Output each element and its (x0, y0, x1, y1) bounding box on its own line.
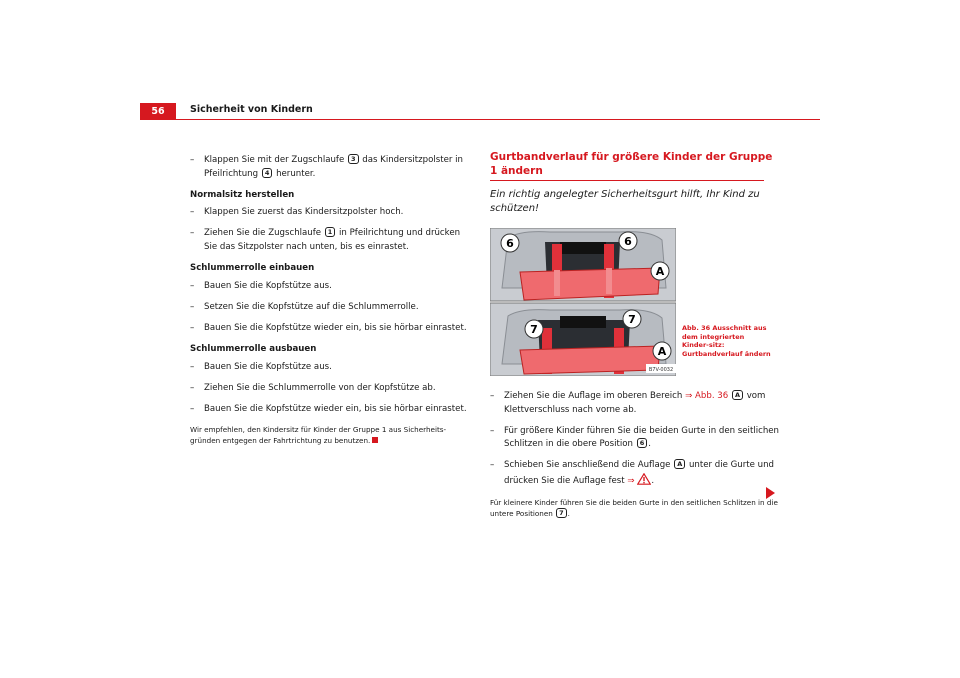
ref-badge: 3 (348, 154, 359, 164)
header-rule (176, 119, 820, 120)
list-item: – Ziehen Sie die Auflage im oberen Bereich ⇒ Abb. 36 A vom Klettverschluss nach vorne ab. (490, 391, 766, 415)
list-item: – Klappen Sie mit der Zugschlaufe 3 das Kindersitzpolster in Pfeilrichtung 4 herunter. (190, 155, 464, 179)
child-seat-illustration (490, 228, 676, 376)
figure-ref-link[interactable]: ⇒ Abb. 36 (685, 391, 729, 401)
ref-badge: A (674, 459, 685, 469)
figure-label: A (657, 345, 667, 358)
left-column (190, 154, 475, 446)
figure-code: B7V-0032 (648, 367, 674, 373)
ref-badge: A (732, 390, 743, 400)
page-header-title: Sicherheit von Kindern (190, 104, 313, 115)
note-text: Wir empfehlen, den Kindersitz für Kinder der Gruppe 1 aus Sicherheits-gründen entgegen der Fahrtrichtung zu benutzen. (190, 425, 447, 446)
ref-badge: 7 (556, 508, 567, 518)
section-title: Gurtbandverlauf für größere Kinder der Gruppe 1 ändern (490, 151, 773, 177)
section-heading: Schlummerrolle einbauen (190, 263, 315, 274)
figure-label: 7 (628, 313, 636, 326)
warning-triangle-icon[interactable] (637, 473, 651, 485)
figure-label: A (655, 265, 665, 278)
warning-ref-link[interactable]: ⇒ (627, 475, 635, 486)
list-item: – Für größere Kinder führen Sie die beiden Gurte in den seitlichen Schlitzen in die obere Position 6 . (490, 425, 779, 450)
list-item: – Schieben Sie anschließend die Auflage A unter die Gurte und drücken Sie die Auflage fest ⇒ . (490, 460, 775, 486)
ref-badge: 4 (262, 168, 273, 178)
section-rule (490, 180, 764, 181)
figure-label: 6 (624, 235, 632, 248)
ref-badge: 1 (325, 227, 336, 237)
note-text: Für kleinere Kinder führen Sie die beiden Gurte in den seitlichen Schlitzen in die untere Positionen 7 . (490, 497, 778, 518)
list-item: – Bauen Sie die Kopfstütze wieder ein, bis sie hörbar einrastet. (190, 322, 467, 333)
page-number: 56 (140, 103, 176, 120)
list-item: – Bauen Sie die Kopfstütze aus. (190, 280, 332, 291)
figure-child-seat (490, 228, 676, 376)
section-heading: Schlummerrolle ausbauen (190, 343, 317, 354)
ref-badge: 6 (637, 438, 648, 448)
section-intro: Ein richtig angelegter Sicherheitsgurt hilft, Ihr Kind zu schützen! (490, 189, 760, 214)
list-item: – Ziehen Sie die Zugschlaufe 1 in Pfeilrichtung und drücken Sie das Sitzpolster nach unten, bis es einrastet. (190, 228, 461, 252)
figure-caption: Abb. 36 Ausschnitt aus dem integrierten Kinder-sitz: Gurtbandverlauf ändern (682, 324, 771, 358)
end-square-icon (372, 437, 378, 443)
figure-label: 7 (530, 323, 538, 336)
next-page-arrow-icon[interactable] (766, 487, 775, 499)
list-item: – Bauen Sie die Kopfstütze wieder ein, bis sie hörbar einrastet. (190, 403, 467, 414)
list-item: – Bauen Sie die Kopfstütze aus. (190, 361, 332, 372)
figure-label: 6 (506, 237, 514, 250)
list-item: – Klappen Sie zuerst das Kindersitzpolster hoch. (190, 207, 404, 218)
section-heading: Normalsitz herstellen (190, 189, 295, 200)
list-item: – Setzen Sie die Kopfstütze auf die Schlummerrolle. (190, 301, 419, 312)
list-item: – Ziehen Sie die Schlummerrolle von der Kopfstütze ab. (190, 382, 436, 393)
